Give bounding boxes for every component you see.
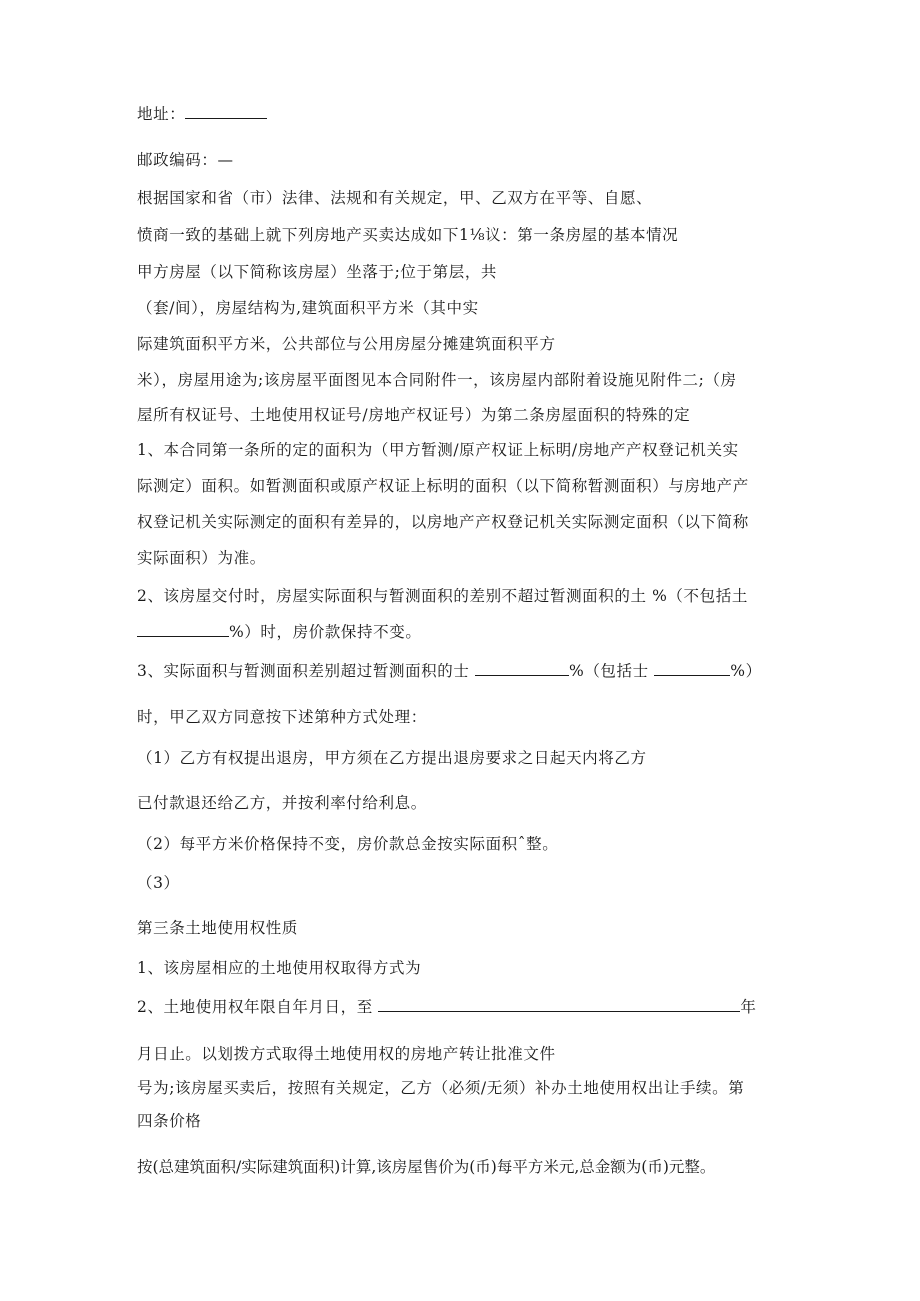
- term-end-blank[interactable]: [378, 997, 740, 1012]
- option-3-line: （3）: [137, 874, 180, 892]
- clause-2-2-line: [137, 621, 421, 643]
- paragraph-line: 根据国家和省（市）法律、法规和有关规定，甲、乙双方在平等、自愿、: [137, 189, 653, 207]
- paragraph-line: 米），房屋用途为;该房屋平面图见本合同附件一，该房屋内部附着设施见附件二;（房: [137, 371, 737, 389]
- section-heading: 第三条土地使用权性质: [137, 919, 299, 937]
- clause-2-2-text: %）时，房价款保持不变。: [229, 623, 422, 641]
- section-heading: 四条价格: [137, 1112, 202, 1130]
- paragraph-line: 甲方房屋（以下简称该房屋）坐落于;位于第层，共: [137, 263, 498, 281]
- clause-3-1-line: 1、该房屋相应的土地使用权取得方式为: [137, 959, 422, 977]
- address-line: [137, 103, 267, 125]
- clause-3-2-text: 年: [740, 998, 757, 1016]
- option-2-line: （2）每平方米价格保持不变，房价款总金按实际面积ˆ整。: [137, 835, 559, 853]
- percent-blank[interactable]: [475, 661, 569, 676]
- paragraph-line: 愤商一致的基础上就下列房地产买卖达成如下1⅛议：第一条房屋的基本情况: [137, 226, 679, 244]
- paragraph-line: 号为;该房屋买卖后，按照有关规定，乙方（必须/无须）补办土地使用权出让手续。第: [137, 1079, 745, 1097]
- address-label: 地址：: [137, 105, 186, 123]
- option-1-line: 已付款退还给乙方，并按利率付给利息。: [137, 794, 427, 812]
- paragraph-line: （套/间），房屋结构为,建筑面积平方米（其中实: [137, 299, 479, 317]
- address-blank[interactable]: [185, 104, 267, 119]
- paragraph-line: 际建筑面积平方米，公共部位与公用房屋分摊建筑面积平方: [137, 335, 556, 353]
- clause-2-3-text: %（包括士: [569, 662, 649, 680]
- paragraph-line: 月日止。以划拨方式取得土地使用权的房地产转让批准文件: [137, 1045, 556, 1063]
- clause-2-3-line: [137, 660, 762, 682]
- paragraph-line: 屋所有权证号、土地使用权证号/房地产权证号）为第二条房屋面积的特殊的定: [137, 406, 691, 424]
- clause-2-1-line: 实际面积）为准。: [137, 549, 266, 567]
- paragraph-line: 时，甲乙双方同意按下述第种方式处理：: [137, 708, 427, 726]
- price-line: 按(总建筑面积/实际建筑面积)计算,该房屋售价为(币)每平方米元,总金额为(币)元整。: [137, 1158, 716, 1176]
- clause-3-2-line: [137, 996, 757, 1018]
- option-1-line: （1）乙方有权提出退房，甲方须在乙方提出退房要求之日起天内将乙方: [137, 749, 647, 767]
- clause-2-1-line: 权登记机关实际测定的面积有差异的，以房地产产权登记机关实际测定面积（以下简称: [137, 513, 749, 531]
- postcode-label: 邮政编码：—: [137, 151, 234, 169]
- clause-2-3-text: 3、实际面积与暂测面积差别超过暂测面积的士: [137, 662, 470, 680]
- postcode-line: [137, 149, 234, 171]
- clause-3-2-text: 2、土地使用权年限自年月日，至: [137, 998, 373, 1016]
- clause-2-1-line: 际测定）面积。如暂测面积或原产权证上标明的面积（以下简称暂测面积）与房地产产: [137, 477, 749, 495]
- percent-blank[interactable]: [654, 661, 730, 676]
- percent-blank[interactable]: [137, 622, 229, 637]
- clause-2-2-line: 2、该房屋交付时，房屋实际面积与暂测面积的差别不超过暂测面积的土 %（不包括土: [137, 587, 748, 605]
- clause-2-1-line: 1、本合同第一条所的定的面积为（甲方暂测/原产权证上标明/房地产产权登记机关实: [137, 441, 739, 459]
- clause-2-3-text: %）: [730, 662, 762, 680]
